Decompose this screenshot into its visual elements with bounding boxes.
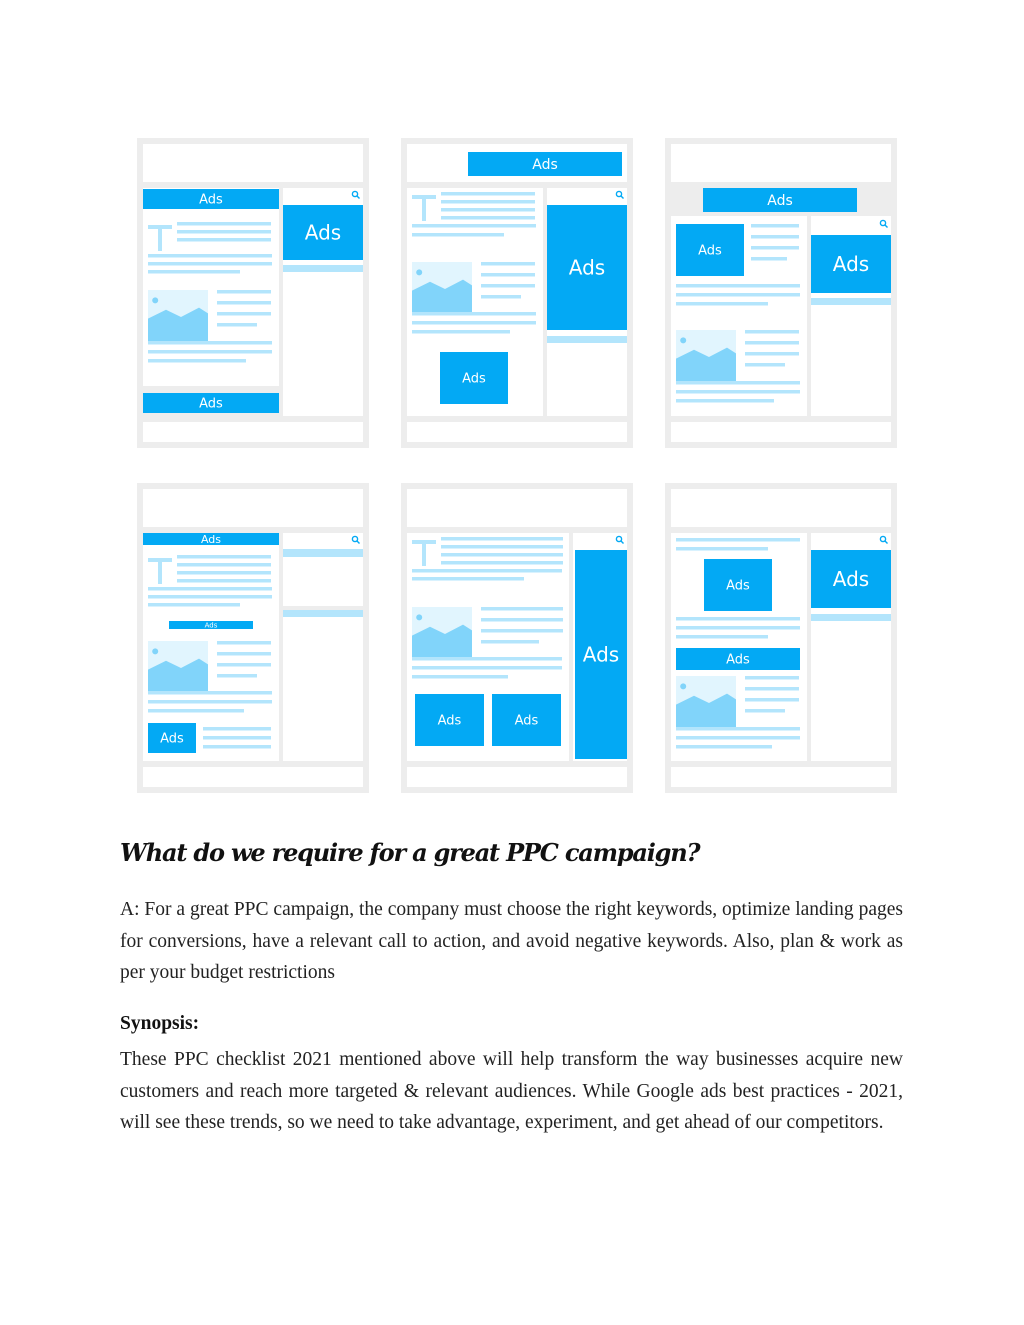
text-line (412, 224, 536, 228)
text-line (481, 640, 539, 644)
ad-label: Ads (767, 193, 793, 210)
text-line (481, 607, 563, 611)
text-line (676, 302, 768, 306)
text-line (148, 709, 244, 713)
text-line (177, 579, 271, 583)
text-line (177, 563, 271, 567)
ad-label: Ads (532, 157, 558, 174)
text-line (148, 595, 272, 599)
ad-label: Ads (582, 642, 620, 667)
text-line (148, 359, 246, 363)
text-line (745, 363, 785, 367)
text-line (203, 736, 271, 740)
text-line (217, 290, 271, 294)
sidebar-column (283, 533, 363, 761)
image-placeholder-icon (148, 641, 208, 693)
sidebar-line (811, 298, 891, 305)
text-line (676, 617, 800, 621)
text-line (217, 312, 271, 316)
layout-mockup-4 (137, 483, 369, 793)
layout-header (671, 489, 891, 527)
text-line (441, 545, 563, 549)
sidebar-line (283, 610, 363, 617)
text-line (441, 561, 563, 565)
text-line (412, 657, 562, 661)
text-line (676, 284, 800, 288)
text-line (481, 273, 535, 277)
image-placeholder-icon (412, 262, 472, 314)
text-line (148, 691, 272, 695)
text-line (745, 687, 799, 691)
text-line (751, 224, 799, 228)
text-line (676, 390, 800, 394)
text-line (412, 330, 510, 334)
text-line (412, 312, 536, 316)
sidebar-divider (283, 606, 363, 610)
text-line (676, 626, 800, 630)
ad-label: Ads (199, 396, 223, 412)
layout-mockup-3 (665, 138, 897, 448)
text-line (441, 216, 535, 220)
text-line (217, 641, 271, 645)
text-line (412, 577, 524, 581)
ad-label: Ads (304, 220, 342, 245)
image-placeholder-icon (676, 676, 736, 728)
text-line (412, 321, 536, 325)
text-line (676, 547, 768, 551)
sidebar-line (811, 614, 891, 621)
text-line (751, 246, 799, 250)
layout-mockup-6 (665, 483, 897, 793)
text-line (441, 537, 563, 541)
ad-label: Ads (437, 713, 462, 729)
ad-label: Ads (832, 567, 870, 592)
main-column (143, 188, 279, 386)
text-line (412, 675, 508, 679)
text-line (203, 727, 271, 731)
text-line (177, 238, 271, 242)
ad-label: Ads (726, 652, 750, 668)
text-line (148, 603, 240, 607)
text-line (148, 254, 272, 258)
text-line (177, 555, 271, 559)
synopsis-label: Synopsis: (120, 1013, 200, 1034)
text-line (676, 293, 800, 297)
text-line (676, 381, 800, 385)
image-placeholder-icon (148, 290, 208, 342)
layout-footer (407, 767, 627, 787)
text-line (177, 222, 271, 226)
layout-mockup-2 (401, 138, 633, 448)
text-line (412, 666, 562, 670)
layout-mockup-1 (137, 138, 369, 448)
text-line (745, 341, 799, 345)
text-line (148, 350, 272, 354)
text-line (177, 230, 271, 234)
text-line (217, 652, 271, 656)
answer-paragraph: A: For a great PPC campaign, the company must choose the right keywords, optimize landing pages for conversions, have a relevant call to action, and avoid negative keywords. Also, plan & work as per your budget restrictions (120, 899, 903, 983)
text-line (441, 200, 535, 204)
layout-header (143, 144, 363, 182)
text-line (481, 262, 535, 266)
layout-footer (671, 422, 891, 442)
text-line (676, 745, 772, 749)
ad-label: Ads (568, 255, 606, 280)
text-line (751, 235, 799, 239)
text-line (481, 295, 521, 299)
layout-header (671, 144, 891, 182)
text-line (676, 399, 774, 403)
sidebar-line (547, 336, 627, 343)
ad-label: Ads (200, 532, 222, 546)
text-line (745, 698, 799, 702)
text-line (745, 709, 785, 713)
text-line (676, 635, 768, 639)
ad-label: Ads (698, 243, 722, 259)
ad-label: Ads (832, 252, 870, 277)
text-line (412, 569, 562, 573)
text-line (217, 301, 271, 305)
text-line (481, 618, 563, 622)
ad-label: Ads (199, 192, 223, 208)
text-line (177, 571, 271, 575)
text-line (441, 192, 535, 196)
text-line (148, 270, 240, 274)
ad-label: Ads (462, 371, 486, 387)
text-line (148, 262, 272, 266)
ad-label: Ads (726, 578, 750, 594)
synopsis-paragraph: These PPC checklist 2021 mentioned above will help transform the way businesses acquire new customers and reach more targeted & relevant audiences. While Google ads best practices - 2021, will see these trends, so we need to take advantage, experiment, and get ahead of our competitors. (120, 1049, 903, 1133)
text-line (412, 233, 504, 237)
sidebar-line (283, 265, 363, 272)
text-line (745, 676, 799, 680)
layout-header (407, 489, 627, 527)
text-line (481, 629, 563, 633)
ad-label: Ads (204, 621, 218, 630)
text-line (676, 736, 800, 740)
text-line (217, 674, 257, 678)
section-heading: What do we require for a great PPC campaign? (120, 838, 700, 867)
ad-label: Ads (514, 713, 539, 729)
layout-footer (671, 767, 891, 787)
text-line (751, 257, 787, 261)
text-line (745, 330, 799, 334)
ad-label: Ads (160, 731, 184, 747)
layout-header (143, 489, 363, 527)
text-line (481, 284, 535, 288)
layout-footer (143, 422, 363, 442)
text-line (148, 341, 272, 345)
text-line (441, 553, 563, 557)
text-line (217, 323, 257, 327)
text-line (745, 352, 799, 356)
layout-mockup-5 (401, 483, 633, 793)
image-placeholder-icon (676, 330, 736, 382)
text-line (148, 700, 272, 704)
text-line (441, 208, 535, 212)
image-placeholder-icon (412, 607, 472, 659)
text-line (676, 727, 800, 731)
sidebar-line (283, 549, 363, 557)
text-line (676, 538, 800, 542)
layout-footer (143, 767, 363, 787)
text-line (203, 745, 271, 749)
text-line (148, 587, 272, 591)
layout-footer (407, 422, 627, 442)
text-line (217, 663, 271, 667)
